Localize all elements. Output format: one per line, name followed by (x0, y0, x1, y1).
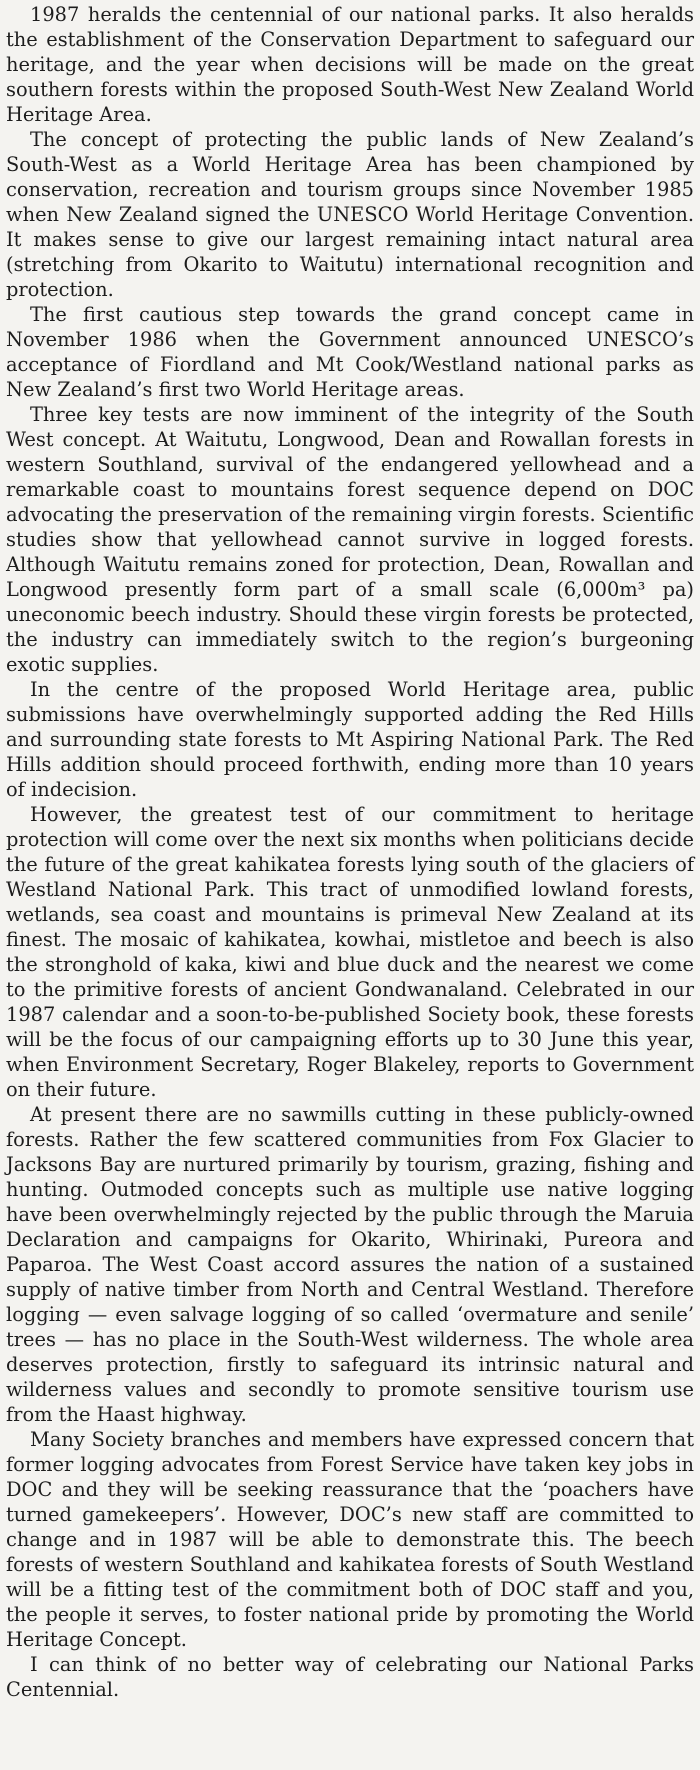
paragraph-kahikatea-forests: However, the greatest test of our commitment to heritage protection will come over the next six months when politicians decide the future of the great kahikatea forests lying south of the glaciers of Westland National Park. This tract of unmodified lowland forests, wetlands, sea coast and mountains is primeval New Zealand at its finest. The mosaic of kahikatea, kowhai, mistletoe and beech is also the stronghold of kaka, kiwi and blue duck and the nearest we come to the primitive forests of ancient Gondwanaland. Celebrated in our 1987 calendar and a soon-to-be-published Society book, these forests will be the focus of our campaigning efforts up to 30 June this year, when Environment Secretary, Roger Blakeley, reports to Government on their future. (6, 803, 694, 1101)
paragraph-red-hills: In the centre of the proposed World Heritage area, public submissions have overwhelmingly supported adding the Red Hills and surrounding state forests to Mt Aspiring National Park. The Red Hills addition should proceed forthwith, ending more than 10 years of indecision. (6, 678, 694, 801)
paragraph-no-sawmills: At present there are no sawmills cutting in these publicly-owned forests. Rather the few scattered communities from Fox Glacier to Jacksons Bay are nurtured primarily by tourism, grazing, fishing and hunting. Outmoded concepts such as multiple use native logging have been overwhelmingly rejected by the public through the Maruia Declaration and campaigns for Okarito, Whirinaki, Pureora and Paparoa. The West Coast accord assures the nation of a sustained supply of native timber from North and Central Westland. Therefore logging — even salvage logging of so called ‘overmature and senile’ trees — has no place in the South-West wilderness. The whole area deserves protection, firstly to safeguard its intrinsic natural and wilderness values and secondly to promote sensitive tourism use from the Haast highway. (6, 1103, 694, 1426)
paragraph-closing: I can think of no better way of celebrating our National Parks Centennial. (6, 1653, 694, 1701)
article-body (6, 2, 694, 1702)
paragraph-centennial: 1987 heralds the centennial of our national parks. It also heralds the establishment of the Conservation Department to safeguard our heritage, and the year when decisions will be made on the great southern forests within the proposed South-West New Zealand World Heritage Area. (6, 3, 694, 126)
paragraph-world-heritage-concept: The concept of protecting the public lands of New Zealand’s South-West as a World Heritage Area has been championed by conservation, recreation and tourism groups since November 1985 when New Zealand signed the UNESCO World Heritage Convention. It makes sense to give our largest remaining intact natural area (stretching from Okarito to Waitutu) international recognition and protection. (6, 128, 694, 301)
paragraph-first-step: The first cautious step towards the grand concept came in November 1986 when the Government announced UNESCO’s acceptance of Fiordland and Mt Cook/Westland national parks as New Zealand’s first two World Heritage areas. (6, 303, 694, 401)
paragraph-doc-staff: Many Society branches and members have expressed concern that former logging advocates from Forest Service have taken key jobs in DOC and they will be seeking reassurance that the ‘poachers have turned gamekeepers’. However, DOC’s new staff are committed to change and in 1987 will be able to demonstrate this. The beech forests of western Southland and kahikatea forests of South Westland will be a fitting test of the commitment both of DOC staff and you, the people it serves, to foster national pride by promoting the World Heritage Concept. (6, 1428, 694, 1651)
paragraph-key-tests: Three key tests are now imminent of the integrity of the South West concept. At Waitutu, Longwood, Dean and Rowallan forests in western Southland, survival of the endangered yellowhead and a remarkable coast to mountains forest sequence depend on DOC advocating the preservation of the remaining virgin forests. Scientific studies show that yellowhead cannot survive in logged forests. Although Waitutu remains zoned for protection, Dean, Rowallan and Longwood presently form part of a small scale (6,000m³ pa) uneconomic beech industry. Should these virgin forests be protected, the industry can immediately switch to the region’s burgeoning exotic supplies. (6, 403, 694, 676)
